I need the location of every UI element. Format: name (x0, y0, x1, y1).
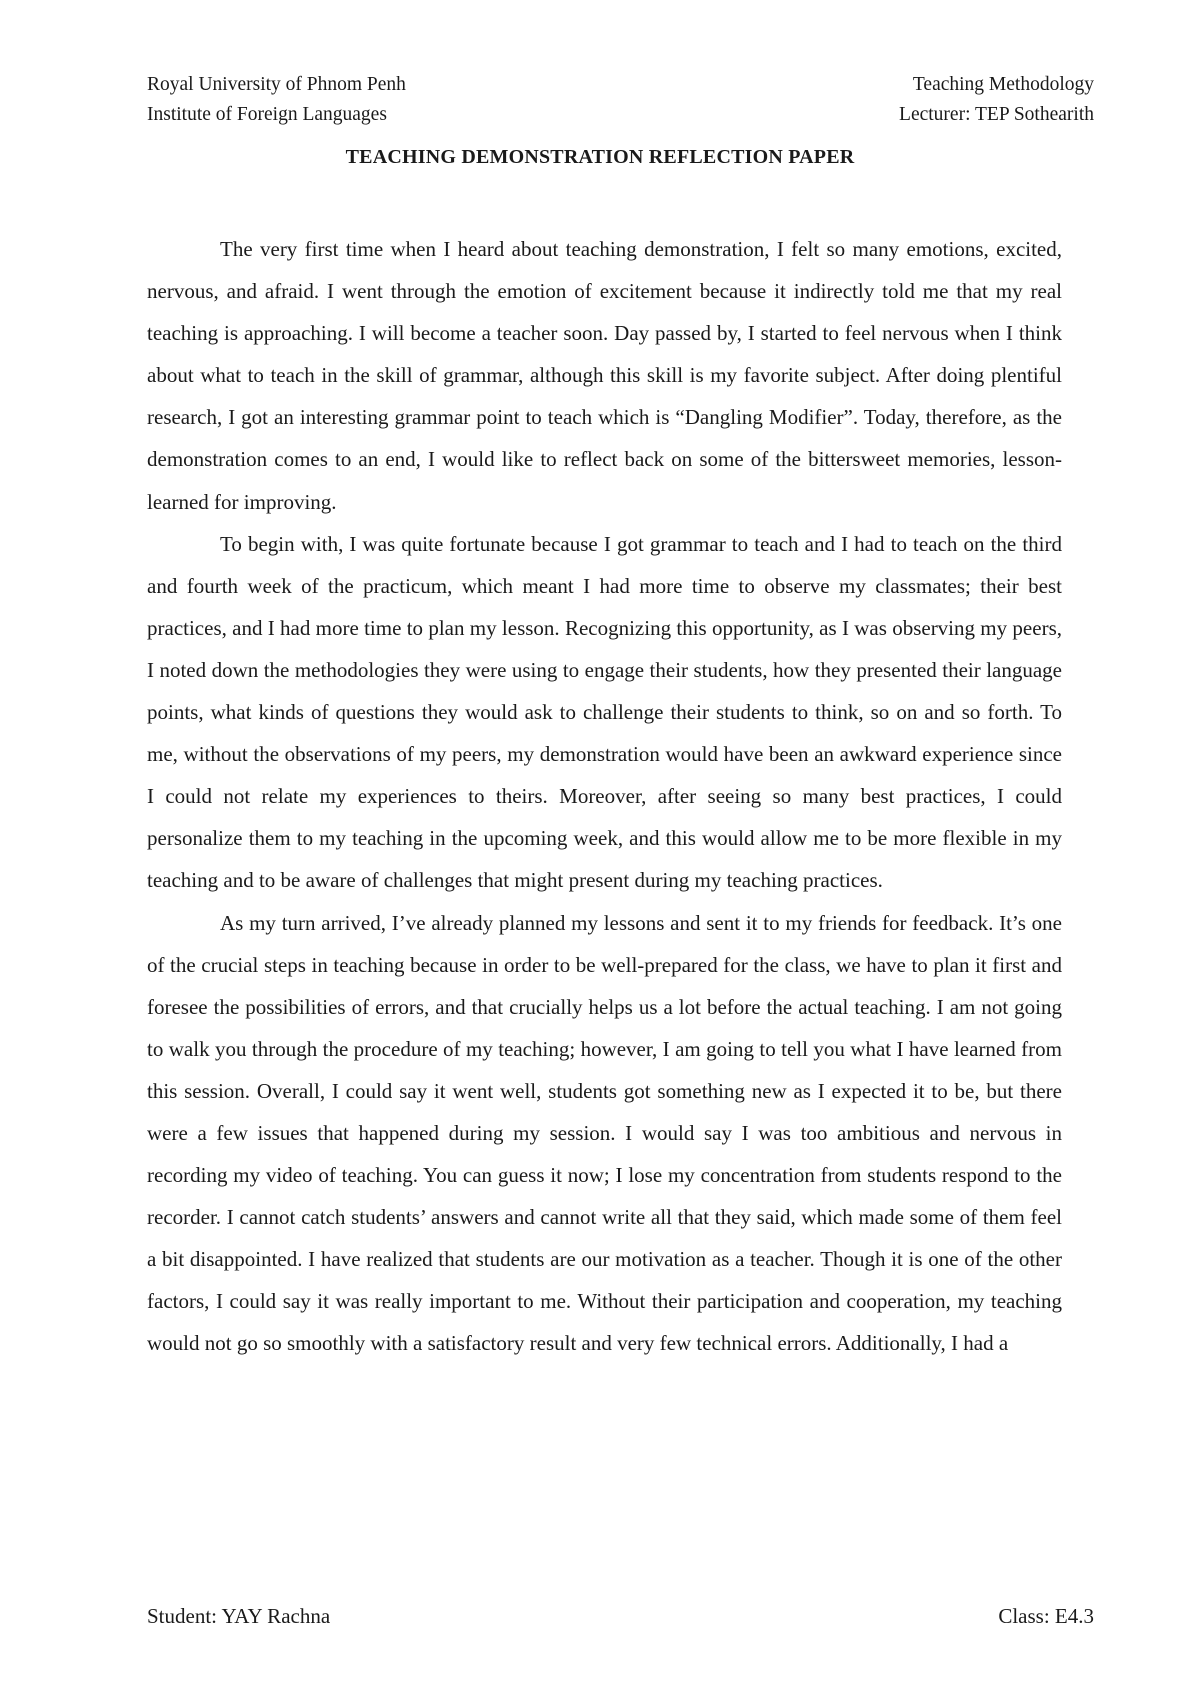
institute-name: Institute of Foreign Languages (147, 104, 387, 125)
student-name: Student: YAY Rachna (147, 1604, 331, 1628)
course-name: Teaching Methodology (912, 74, 1094, 95)
paper-title: TEACHING DEMONSTRATION REFLECTION PAPER (345, 146, 855, 168)
class-name: Class: E4.3 (998, 1604, 1094, 1628)
lecturer-name: Lecturer: TEP Sothearith (899, 104, 1094, 125)
paragraph-2: To begin with, I was quite fortunate because I got grammar to teach and I had to teach on the third and fourth week of the practicum, which meant I had more time to observe my classmates; their best practices, and I had more time to plan my lesson. Recognizing this opportunity, as I was observing my peers, I noted down the methodologies they were using to engage their students, how they presented their language points, what kinds of questions they would ask to challenge their students to think, so on and so forth. To me, without the observations of my peers, my demonstration would have been an awkward experience since I could not relate my experiences to theirs. Moreover, after seeing so many best practices, I could personalize them to my teaching in the upcoming week, and this would allow me to be more flexible in my teaching and to be aware of challenges that might present during my teaching practices. (147, 531, 1062, 893)
paper-body (147, 228, 1062, 1365)
paragraph-3: As my turn arrived, I’ve already planned my lessons and sent it to my friends for feedback. It’s one of the crucial steps in teaching because in order to be well-prepared for the class, we have to plan it first and foresee the possibilities of errors, and that crucially helps us a lot before the actual teaching. I am not going to walk you through the procedure of my teaching; however, I am going to tell you what I have learned from this session. Overall, I could say it went well, students got something new as I expected it to be, but there were a few issues that happened during my session. I would say I was too ambitious and nervous in recording my video of teaching. You can guess it now; I lose my concentration from students respond to the recorder. I cannot catch students’ answers and cannot write all that they said, which made some of them feel a bit disappointed. I have realized that students are our motivation as a teacher. Though it is one of the other factors, I could say it was really important to me. Without their participation and cooperation, my teaching would not go so smoothly with a satisfactory result and very few technical errors. Additionally, I had a (147, 910, 1062, 1356)
paragraph-1: The very first time when I heard about teaching demonstration, I felt so many emotions, excited, nervous, and afraid. I went through the emotion of excitement because it indirectly told me that my real teaching is approaching. I will become a teacher soon. Day passed by, I started to feel nervous when I think about what to teach in the skill of grammar, although this skill is my favorite subject. After doing plentiful research, I got an interesting grammar point to teach which is “Dangling Modifier”. Today, therefore, as the demonstration comes to an end, I would like to reflect back on some of the bittersweet memories, lesson-learned for improving. (147, 237, 1062, 514)
header-left-block (147, 70, 406, 130)
header-right-block (899, 70, 1094, 130)
university-name: Royal University of Phnom Penh (147, 74, 406, 95)
